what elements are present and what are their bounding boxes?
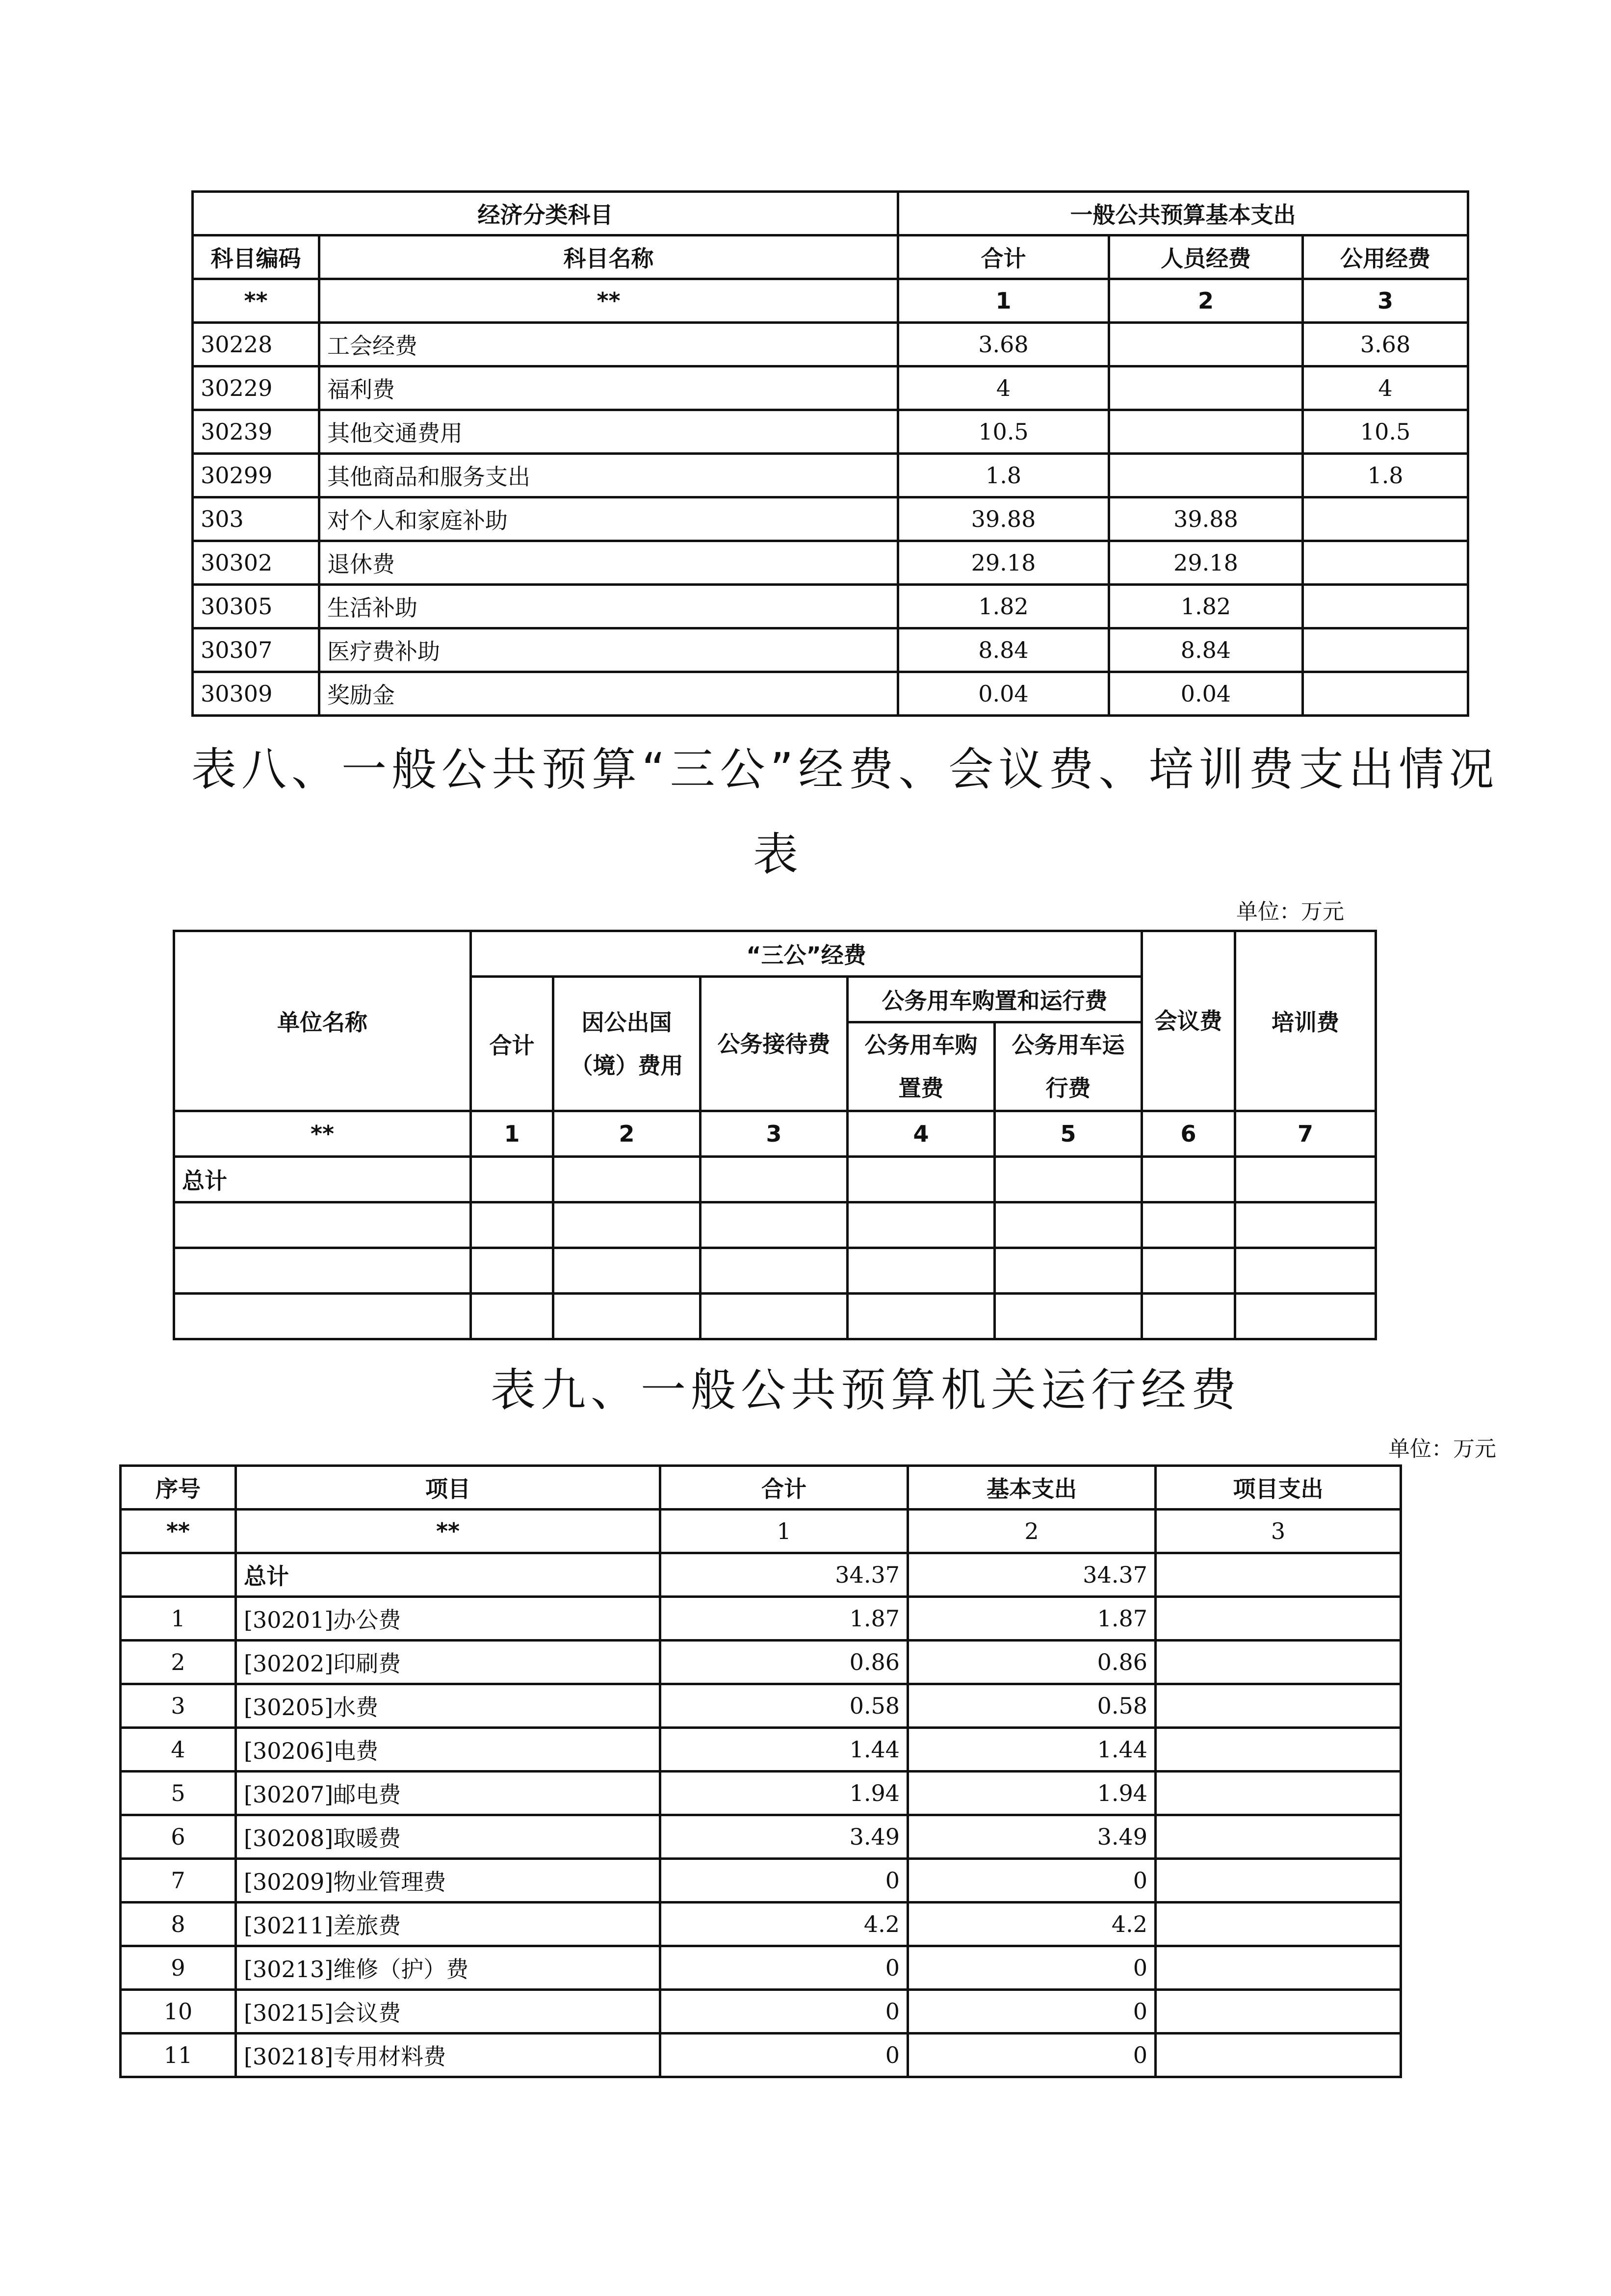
total-row: 总计 xyxy=(174,1157,1376,1202)
header-item: 项目 xyxy=(236,1466,660,1510)
table-row: 10 [30215]会议费 0 0 xyxy=(121,1990,1401,2034)
table8-unit: 单位：万元 xyxy=(1236,899,1344,924)
header-total: 合计 xyxy=(660,1466,908,1510)
index-row: ** ** 1 2 3 xyxy=(193,279,1468,323)
header-training: 培训费 xyxy=(1235,931,1376,1111)
table-row xyxy=(174,1202,1376,1248)
header-reception: 公务接待费 xyxy=(701,977,848,1111)
header-econ-category: 经济分类科目 xyxy=(193,192,898,235)
table-row: 4 [30206]电费 1.44 1.44 xyxy=(121,1728,1401,1772)
header-sangong: “三公”经费 xyxy=(471,931,1142,977)
header-public: 公用经费 xyxy=(1303,235,1468,279)
table9-unit: 单位：万元 xyxy=(1388,1436,1496,1461)
table-row: 3 [30205]水费 0.58 0.58 xyxy=(121,1684,1401,1728)
header-abroad: 因公出国（境）费用 xyxy=(553,977,701,1111)
header-unit-name: 单位名称 xyxy=(174,931,471,1111)
header-vehicle: 公务用车购置和运行费 xyxy=(848,977,1142,1022)
table8-title-line1: 表八、一般公共预算“三公”经费、会议费、培训费支出情况 xyxy=(191,743,1499,796)
table-row: 30229 福利费 4 4 xyxy=(193,366,1468,410)
table-row: 30239 其他交通费用 10.5 10.5 xyxy=(193,410,1468,454)
table-row: 30309 奖励金 0.04 0.04 xyxy=(193,672,1468,716)
header-code: 科目编码 xyxy=(193,235,319,279)
table-row: 30228 工会经费 3.68 3.68 xyxy=(193,323,1468,366)
header-basic: 基本支出 xyxy=(908,1466,1156,1510)
table-row: 8 [30211]差旅费 4.2 4.2 xyxy=(121,1903,1401,1946)
table-row: 1 [30201]办公费 1.87 1.87 xyxy=(121,1597,1401,1641)
header-project: 项目支出 xyxy=(1156,1466,1401,1510)
sangong-expense-table xyxy=(173,930,1377,1340)
table9-title: 表九、一般公共预算机关运行经费 xyxy=(491,1364,1242,1416)
table-row: 9 [30213]维修（护）费 0 0 xyxy=(121,1946,1401,1990)
header-sangong-total: 合计 xyxy=(471,977,553,1111)
header-total: 合计 xyxy=(898,235,1109,279)
table-row: 30302 退休费 29.18 29.18 xyxy=(193,541,1468,585)
table-row: 6 [30208]取暖费 3.49 3.49 xyxy=(121,1815,1401,1859)
header-basic-expenditure: 一般公共预算基本支出 xyxy=(898,192,1468,235)
header-name: 科目名称 xyxy=(319,235,898,279)
index-row: ** ** 1 2 3 xyxy=(121,1510,1401,1553)
table-row: 7 [30209]物业管理费 0 0 xyxy=(121,1859,1401,1903)
economic-classification-table xyxy=(191,190,1469,717)
header-personnel: 人员经费 xyxy=(1109,235,1303,279)
header-no: 序号 xyxy=(121,1466,236,1510)
table-row xyxy=(174,1248,1376,1294)
table8-title-line2: 表 xyxy=(753,828,804,881)
header-meeting: 会议费 xyxy=(1142,931,1235,1111)
table-row: 11 [30218]专用材料费 0 0 xyxy=(121,2034,1401,2077)
table-row xyxy=(174,1294,1376,1339)
table-row: 30299 其他商品和服务支出 1.8 1.8 xyxy=(193,454,1468,497)
table-row: 30307 医疗费补助 8.84 8.84 xyxy=(193,628,1468,672)
total-row: 总计 34.37 34.37 xyxy=(121,1553,1401,1597)
table-row: 2 [30202]印刷费 0.86 0.86 xyxy=(121,1641,1401,1684)
table-row: 30305 生活补助 1.82 1.82 xyxy=(193,585,1468,628)
table-row: 5 [30207]邮电费 1.94 1.94 xyxy=(121,1772,1401,1815)
header-vehicle-purchase: 公务用车购置费 xyxy=(848,1022,995,1111)
table-row: 303 对个人和家庭补助 39.88 39.88 xyxy=(193,497,1468,541)
agency-operating-expense-table xyxy=(119,1464,1402,2078)
header-vehicle-operation: 公务用车运行费 xyxy=(995,1022,1142,1111)
index-row: ** 1 2 3 4 5 6 7 xyxy=(174,1111,1376,1157)
